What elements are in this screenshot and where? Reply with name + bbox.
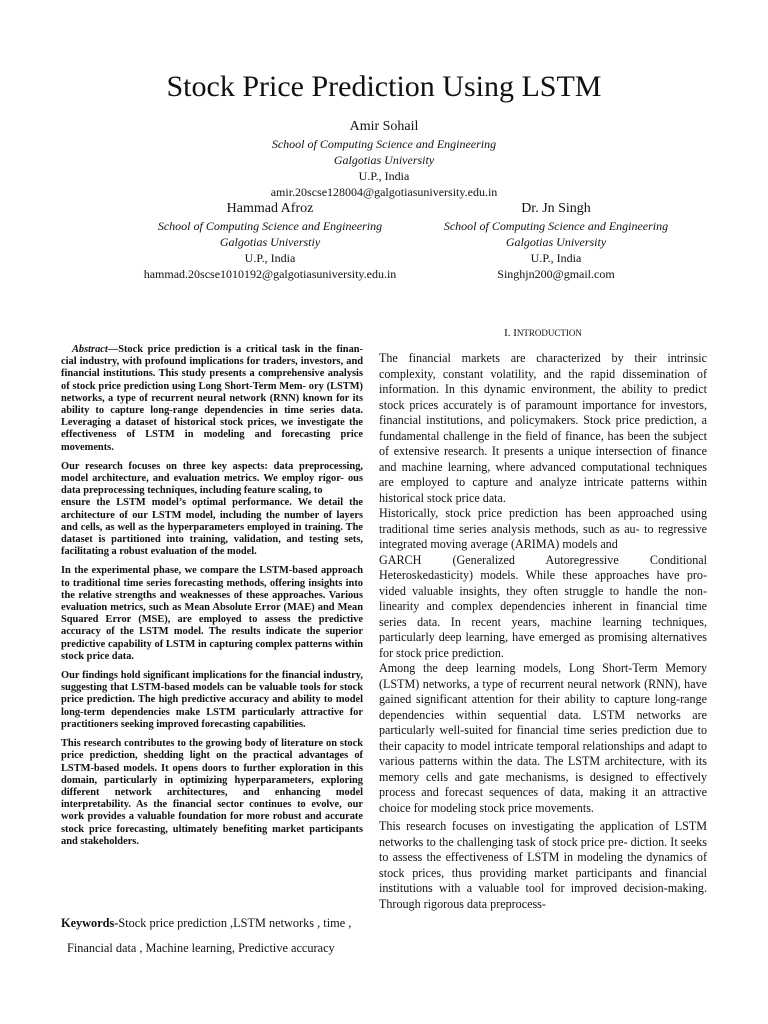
keywords-text: Stock price prediction ,LSTM networks , time , [118,916,352,930]
abstract-column [61,344,363,855]
intro-paragraph: GARCH (Generalized Autoregressive Conditional Heteroskedasticity) models. While these approaches have pro- vided valuable insights, they often struggle to handle the non- linearity and complex dependencies inherent in financial time series data. In recent years, machine learning techniques, particularly deep learning, have emerged as promising alternatives for stock price prediction. [379,552,707,660]
author-name: Hammad Afroz [226,201,314,216]
author-email: hammad.20scse1010192@galgotiasuniversity.edu.in [143,267,397,281]
intro-paragraph: Among the deep learning models, Long Short-Term Memory (LSTM) networks, a type of recurrent neural network (RNN), have gained significant attention for their ability to capture long-range dependencies within sequential data. LSTM networks are particularly well-suited for financial time series prediction due to their capacity to model intricate temporal relationships and adapt to various patterns within the data. The LSTM architecture, with its memory cells and gate mechanisms, is designed to effectively process and forecast sequences of data, making it an attractive choice for modeling stock price movements. [379,661,707,815]
author-location: U.P., India [244,251,296,265]
intro-paragraph: Historically, stock price prediction has been approached using traditional time series analysis methods, such as au- to regressive integrated moving average (ARIMA) models and [379,506,707,551]
keywords-line-2: Financial data , Machine learning, Predictive accuracy [67,941,335,955]
author-block-1 [184,118,584,200]
abstract-text: —Stock price prediction is a critical task in the finan- cial industry, with profound implications for traders, investors, and financial institutions. This study presents a comprehensive analysis of stock price prediction using Long Short-Term Mem- ory (LSTM) networks, a type of recurrent neural network (RNN) known for its ability to capture long-range dependencies in time series data. Leveraging a dataset of historical stock prices, we investigate the effectiveness of LSTM in modeling and forecasting price movements. [61,344,363,453]
abstract-paragraph: In the experimental phase, we compare the LSTM-based approach to traditional time series forecasting methods, offering insights into the relative strengths and weaknesses of these approaches. Various evaluation metrics, such as Mean Absolute Error (MAE) and Mean Squared Error (MSE), are employed to assess the predictive accuracy of the LSTM model. The results indicate the superior predictive capability of LSTM in capturing complex patterns within stock price data. [61,565,363,662]
author-name: Amir Sohail [349,119,419,134]
author-institution: Galgotias Universtiy [219,235,321,249]
abstract-label: Abstract [72,344,108,355]
section-heading-text: NTRODUCTION [516,328,582,338]
paper-title: Stock Price Prediction Using LSTM [166,70,602,103]
author-block-3 [411,200,701,282]
abstract-paragraph [61,344,363,454]
abstract-paragraph: ensure the LSTM model’s optimal performance. We detail the architecture of our LSTM model, including the number of layers and cells, as well as the hyperparameters employed in training. The dataset is partitioned into training, validation, and testing sets, facilitating a robust evaluation of the model. [61,497,363,558]
author-name: Dr. Jn Singh [521,201,591,216]
abstract-paragraph: Our research focuses on three key aspects: data preprocessing, model architecture, and evaluation metrics. We employ rigor- ous data preprocessing techniques, including feature scaling, to [61,460,363,497]
intro-paragraph: The financial markets are characterized by their intrinsic complexity, constant volatility, and the rapid dissemination of information. In this dynamic environment, the ability to predict stock prices accurately is of paramount importance for investors, financial institutions, and policymakers. Stock price prediction, a fundamental challenge in the field of finance, has been the subject of extensive research. It presents a unique intersection of finance and machine learning, where advanced computational techniques are employed to capture and analyze intricate patterns within historical stock price data. [379,351,707,505]
author-email: Singhjn200@gmail.com [497,267,615,281]
section-numeral: I. I [504,327,517,339]
section-heading-introduction [379,326,707,340]
keywords-line-1 [61,915,366,931]
introduction-column [379,351,707,912]
keywords-label: Keywords- [61,916,119,930]
author-location: U.P., India [358,169,410,183]
author-institution: Galgotias University [505,235,607,249]
author-institution: Galgotias University [333,153,435,167]
intro-paragraph: This research focuses on investigating the application of LSTM networks to the challenging task of stock price pre- diction. It seeks to assess the effectiveness of LSTM in modeling the dynamics of stock prices, thus providing market participants and financial institutions with a valuable tool for improved decision-making. Through rigorous data preprocess- [379,819,707,911]
author-affiliation: School of Computing Science and Engineering [443,219,669,233]
author-affiliation: School of Computing Science and Engineering [271,137,497,151]
author-affiliation: School of Computing Science and Engineering [157,219,383,233]
author-location: U.P., India [530,251,582,265]
author-block-2 [120,200,420,282]
abstract-paragraph: Our findings hold significant implications for the financial industry, suggesting that LSTM-based models can be valuable tools for stock price prediction. The high predictive accuracy and ability to model long-term dependencies make LSTM particularly attractive for practitioners seeking improved forecasting capabilities. [61,670,363,730]
author-email: amir.20scse128004@galgotiasuniversity.edu.in [270,185,498,199]
abstract-paragraph: This research contributes to the growing body of literature on stock price prediction, shedding light on the practical advantages of LSTM-based models. It opens doors to further exploration in this domain, particularly in optimizing hyperparameters, exploring different network architectures, and enhancing model interpretability. As the financial sector continues to evolve, our work provides a valuable foundation for more robust and accurate stock price forecasting, ultimately benefiting market participants and stakeholders. [61,738,363,847]
